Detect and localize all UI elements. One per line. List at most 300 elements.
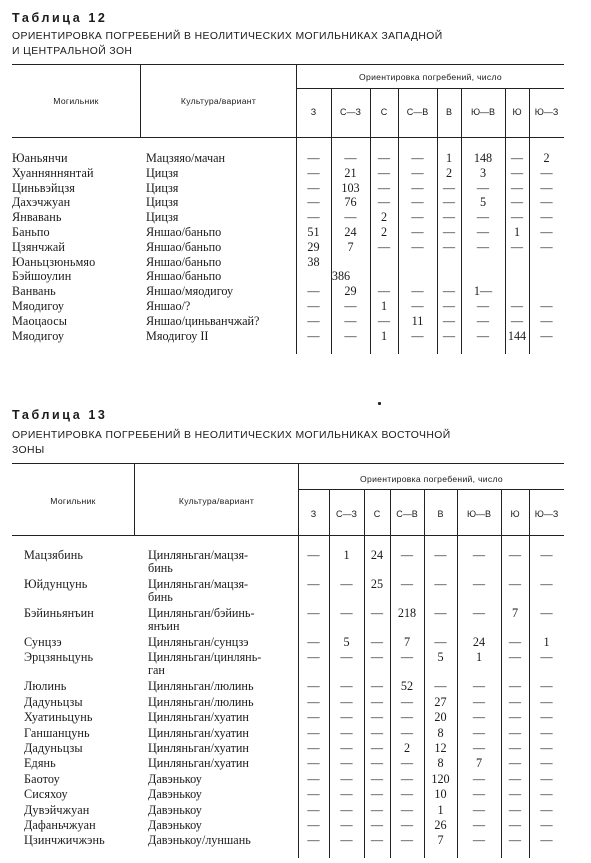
orientation-count: 2 — [445, 165, 453, 180]
site-name: Мяодигоу — [12, 299, 65, 313]
culture-name: Давэнькоу — [148, 818, 202, 832]
orientation-count: 38 — [307, 254, 320, 269]
empty-value-dash: — — [340, 606, 353, 620]
empty-value-dash: — — [508, 833, 522, 848]
empty-value-dash: — — [472, 710, 486, 725]
culture-name: Давэнькоу/луншань — [148, 833, 251, 848]
empty-value-dash: — — [411, 195, 424, 210]
empty-value-dash: — — [508, 787, 522, 802]
site-name: Ванвань — [12, 284, 56, 299]
orientation-count: 1 — [543, 635, 550, 649]
site-name: Дадуньцзы — [24, 741, 83, 755]
header-orientation: Ориентировка погребений, число — [359, 72, 502, 82]
orientation-count: 7 — [475, 756, 483, 771]
direction-header: Ю — [512, 107, 522, 117]
empty-value-dash: — — [508, 548, 522, 562]
header-subrule — [296, 88, 564, 89]
empty-value-dash: — — [340, 650, 353, 665]
orientation-count-spanning: 386 — [331, 269, 351, 284]
empty-value-dash: — — [510, 210, 524, 225]
empty-value-dash: — — [377, 151, 391, 165]
empty-value-dash: — — [307, 151, 320, 165]
empty-value-dash: — — [307, 741, 320, 755]
empty-value-dash: — — [370, 650, 384, 665]
empty-value-dash: — — [472, 577, 486, 591]
orientation-count: 25 — [370, 577, 384, 591]
site-name: Эрцзяньцунь — [24, 650, 94, 665]
header-bottom-rule — [12, 535, 564, 536]
empty-value-dash: — — [340, 833, 353, 848]
empty-value-dash: — — [340, 756, 353, 771]
empty-value-dash: — — [377, 239, 391, 254]
direction-header: С—В — [406, 107, 429, 117]
empty-value-dash: — — [540, 328, 553, 343]
empty-value-dash: — — [377, 313, 391, 328]
orientation-count: 7 — [347, 239, 354, 254]
empty-value-dash: — — [540, 299, 553, 313]
site-name: Сунцзэ — [24, 635, 62, 649]
empty-value-dash: — — [540, 239, 553, 254]
empty-value-dash: — — [307, 833, 320, 848]
culture-name: Давэнькоу — [148, 802, 202, 817]
site-name: Маоцаосы — [12, 313, 68, 328]
empty-value-dash: — — [472, 606, 486, 620]
empty-value-dash: — — [344, 313, 357, 328]
culture-name: Мяодигоу II — [146, 328, 209, 343]
empty-value-dash: — — [540, 548, 553, 562]
orientation-count: 3 — [479, 165, 487, 180]
empty-value-dash: — — [400, 771, 414, 786]
empty-value-dash: — — [411, 299, 424, 313]
header-culture: Культура/вариант — [178, 496, 255, 506]
orientation-count: 52 — [400, 679, 414, 694]
site-name: Хуанняннянтай — [12, 165, 94, 180]
header-subrule — [298, 489, 564, 490]
orientation-count: 29 — [307, 239, 320, 254]
orientation-count: 76 — [344, 195, 357, 210]
empty-value-dash: — — [434, 635, 447, 649]
culture-name: Цицзя — [146, 180, 179, 195]
print-speck — [378, 402, 381, 405]
empty-value-dash: — — [472, 787, 486, 802]
header-bottom-rule — [12, 137, 564, 138]
site-name: Сисяхоу — [24, 787, 68, 802]
site-name: Ганшанцунь — [24, 725, 90, 740]
orientation-count: 218 — [397, 606, 417, 620]
empty-value-dash: — — [411, 165, 424, 180]
empty-value-dash: — — [344, 210, 357, 225]
empty-value-dash: — — [540, 577, 553, 591]
culture-name: Давэнькоу — [148, 771, 202, 786]
culture-name-continued: бинь — [148, 590, 173, 604]
empty-value-dash: — — [442, 299, 456, 313]
culture-name: Цинляньган/люлинь — [148, 694, 254, 709]
empty-value-dash: — — [434, 606, 447, 620]
orientation-count: 120 — [431, 771, 450, 786]
empty-value-dash: — — [540, 606, 553, 620]
site-name: Дафаньчжуан — [24, 818, 96, 832]
empty-value-dash: — — [472, 679, 486, 694]
empty-value-dash: — — [476, 225, 490, 239]
culture-name: Цицзя — [146, 165, 179, 180]
culture-name: Цицзя — [146, 210, 179, 225]
site-name: Баотоу — [24, 771, 60, 786]
empty-value-dash: — — [442, 328, 456, 343]
direction-header: С — [373, 509, 381, 519]
empty-value-dash: — — [307, 818, 320, 832]
table-caption: Таблица 12 — [12, 11, 108, 25]
culture-name: Яншао/баньпо — [146, 254, 222, 269]
empty-value-dash: — — [508, 818, 522, 832]
empty-value-dash: — — [307, 210, 320, 225]
culture-name: Яншао/баньпо — [146, 269, 222, 284]
empty-value-dash: — — [370, 606, 384, 620]
orientation-count: 8 — [437, 756, 444, 771]
empty-value-dash: — — [400, 694, 414, 709]
orientation-count: 11 — [411, 313, 424, 328]
site-name: Баньпо — [12, 225, 50, 239]
empty-value-dash: — — [510, 180, 524, 195]
empty-value-dash: — — [370, 818, 384, 832]
culture-name-continued: янъин — [148, 619, 180, 633]
orientation-count: 2 — [380, 210, 388, 225]
empty-value-dash: — — [400, 725, 414, 740]
empty-value-dash: — — [540, 313, 553, 328]
empty-value-dash: — — [540, 694, 553, 709]
empty-value-dash: — — [442, 210, 456, 225]
empty-value-dash: — — [472, 802, 486, 817]
empty-value-dash: — — [307, 679, 320, 694]
orientation-count: 1 — [380, 328, 388, 343]
empty-value-dash: — — [370, 771, 384, 786]
site-name: Мяодигоу — [12, 328, 65, 343]
site-name: Юйдунцунь — [24, 577, 88, 591]
empty-value-dash: — — [400, 818, 414, 832]
empty-value-dash: — — [370, 802, 384, 817]
site-name: Дахэчжуан — [12, 195, 71, 210]
empty-value-dash: — — [307, 328, 320, 343]
empty-value-dash: — — [400, 548, 414, 562]
empty-value-dash: — — [510, 195, 524, 210]
orientation-count: 1 — [513, 225, 521, 239]
culture-name: Цинляньган/мацзя- — [148, 548, 249, 562]
culture-name: Мацзяяо/мачан — [146, 151, 226, 165]
empty-value-dash: — — [442, 239, 456, 254]
empty-value-dash: — — [400, 577, 414, 591]
culture-name: Яншао/циньванчжай? — [146, 313, 260, 328]
site-name: Дувэйчжуан — [24, 802, 90, 817]
empty-value-dash: — — [472, 833, 486, 848]
orientation-count: 1— — [473, 284, 493, 299]
culture-name: Яншао/баньпо — [146, 239, 222, 254]
empty-value-dash: — — [344, 151, 357, 165]
table-title-line-2: ЗОНЫ — [12, 445, 45, 456]
empty-value-dash: — — [370, 710, 384, 725]
direction-header: В — [437, 509, 444, 519]
culture-name: Давэнькоу — [148, 787, 202, 802]
table-caption: Таблица 13 — [12, 408, 108, 422]
orientation-count: 21 — [344, 165, 357, 180]
empty-value-dash: — — [540, 818, 553, 832]
orientation-count: 20 — [434, 710, 447, 725]
empty-value-dash: — — [472, 741, 486, 755]
empty-value-dash: — — [510, 165, 524, 180]
orientation-count: 1 — [343, 548, 350, 562]
empty-value-dash: — — [510, 151, 524, 165]
empty-value-dash: — — [307, 195, 320, 210]
empty-value-dash: — — [442, 313, 456, 328]
orientation-count: 26 — [434, 818, 447, 832]
orientation-count: 51 — [307, 225, 320, 239]
empty-value-dash: — — [540, 225, 553, 239]
empty-value-dash: — — [508, 725, 522, 740]
empty-value-dash: — — [411, 180, 424, 195]
empty-value-dash: — — [540, 741, 553, 755]
empty-value-dash: — — [508, 756, 522, 771]
empty-value-dash: — — [434, 577, 447, 591]
empty-value-dash: — — [370, 741, 384, 755]
empty-value-dash: — — [340, 787, 353, 802]
direction-header: Ю—З — [534, 509, 559, 519]
empty-value-dash: — — [340, 818, 353, 832]
empty-value-dash: — — [370, 694, 384, 709]
empty-value-dash: — — [400, 787, 414, 802]
empty-value-dash: — — [411, 210, 424, 225]
empty-value-dash: — — [411, 239, 424, 254]
empty-value-dash: — — [377, 195, 391, 210]
table-title-line-1: ОРИЕНТИРОВКА ПОГРЕБЕНИЙ В НЕОЛИТИЧЕСКИХ МОГИЛЬНИКАХ ЗАПАДНОЙ — [12, 31, 443, 42]
empty-value-dash: — — [508, 802, 522, 817]
empty-value-dash: — — [411, 284, 424, 299]
site-name: Люлинь — [24, 679, 67, 694]
empty-value-dash: — — [377, 284, 391, 299]
direction-header: С — [380, 107, 388, 117]
empty-value-dash: — — [370, 635, 384, 649]
empty-value-dash: — — [340, 771, 353, 786]
orientation-count: 7 — [437, 833, 444, 848]
empty-value-dash: — — [540, 710, 553, 725]
empty-value-dash: — — [307, 577, 320, 591]
empty-value-dash: — — [377, 180, 391, 195]
empty-value-dash: — — [370, 833, 384, 848]
empty-value-dash: — — [540, 771, 553, 786]
site-name: Бэйиньянъин — [24, 606, 94, 620]
empty-value-dash: — — [476, 210, 490, 225]
empty-value-dash: — — [400, 802, 414, 817]
header-site: Могильник — [53, 96, 99, 106]
empty-value-dash: — — [508, 771, 522, 786]
empty-value-dash: — — [540, 787, 553, 802]
empty-value-dash: — — [434, 679, 447, 694]
empty-value-dash: — — [540, 210, 553, 225]
empty-value-dash: — — [472, 694, 486, 709]
site-name: Едянь — [24, 756, 56, 771]
empty-value-dash: — — [442, 180, 456, 195]
empty-value-dash: — — [307, 650, 320, 665]
site-name: Цзинчжичжэнь — [24, 833, 105, 848]
empty-value-dash: — — [540, 725, 553, 740]
empty-value-dash: — — [540, 650, 553, 665]
empty-value-dash: — — [400, 650, 414, 665]
empty-value-dash: — — [307, 756, 320, 771]
direction-header: С—З — [336, 509, 357, 519]
site-name: Юаньянчи — [12, 151, 68, 165]
empty-value-dash: — — [340, 741, 353, 755]
orientation-count: 1 — [445, 151, 453, 165]
empty-value-dash: — — [307, 710, 320, 725]
empty-value-dash: — — [442, 225, 456, 239]
table-top-rule — [12, 64, 564, 65]
direction-header: Ю—В — [470, 107, 496, 117]
orientation-count: 7 — [511, 606, 519, 620]
orientation-count: 148 — [473, 151, 493, 165]
culture-name: Цинляньган/хуатин — [148, 756, 249, 771]
site-name: Янвавань — [12, 210, 62, 225]
direction-header: В — [445, 107, 452, 117]
empty-value-dash: — — [508, 741, 522, 755]
empty-value-dash: — — [540, 802, 553, 817]
orientation-count: 5 — [437, 650, 444, 665]
direction-header: С—З — [340, 107, 361, 117]
culture-name: Цинляньган/люлинь — [148, 679, 254, 694]
orientation-count: 1 — [475, 650, 483, 665]
empty-value-dash: — — [508, 694, 522, 709]
culture-name: Цинляньган/бэйинь- — [148, 606, 255, 620]
empty-value-dash: — — [340, 679, 353, 694]
empty-value-dash: — — [508, 679, 522, 694]
orientation-count: 7 — [403, 635, 411, 649]
empty-value-dash: — — [508, 650, 522, 665]
empty-value-dash: — — [377, 165, 391, 180]
empty-value-dash: — — [307, 802, 320, 817]
empty-value-dash: — — [442, 195, 456, 210]
empty-value-dash: — — [508, 635, 522, 649]
empty-value-dash: — — [476, 299, 490, 313]
direction-header: С—В — [396, 509, 418, 519]
empty-value-dash: — — [307, 771, 320, 786]
empty-value-dash: — — [344, 299, 357, 313]
empty-value-dash: — — [476, 313, 490, 328]
site-name: Мацзябинь — [24, 548, 84, 562]
culture-name: Яншао/? — [146, 299, 191, 313]
empty-value-dash: — — [411, 151, 424, 165]
orientation-count: 12 — [434, 741, 447, 755]
orientation-count: 24 — [472, 635, 486, 649]
orientation-count: 2 — [543, 151, 550, 165]
empty-value-dash: — — [540, 756, 553, 771]
culture-name-continued: ган — [148, 663, 165, 678]
empty-value-dash: — — [400, 756, 414, 771]
empty-value-dash: — — [307, 606, 320, 620]
site-name: Юаньцзюньмяо — [12, 254, 96, 269]
empty-value-dash: — — [340, 802, 353, 817]
culture-name: Цинляньган/хуатин — [148, 741, 249, 755]
empty-value-dash: — — [472, 771, 486, 786]
site-name: Хуатиньцунь — [24, 710, 93, 725]
empty-value-dash: — — [510, 299, 524, 313]
empty-value-dash: — — [400, 833, 414, 848]
empty-value-dash: — — [307, 299, 320, 313]
culture-name: Цинляньган/мацзя- — [148, 577, 249, 591]
site-name: Циньвэйцзя — [12, 180, 76, 195]
direction-header: Ю—В — [466, 509, 492, 519]
culture-name: Яншао/мяодигоу — [146, 284, 234, 299]
empty-value-dash: — — [442, 284, 456, 299]
empty-value-dash: — — [472, 548, 486, 562]
orientation-count: 2 — [403, 741, 411, 755]
empty-value-dash: — — [370, 756, 384, 771]
orientation-count: 2 — [380, 225, 388, 239]
site-name: Цзянчжай — [12, 239, 66, 254]
empty-value-dash: — — [411, 225, 424, 239]
empty-value-dash: — — [472, 725, 486, 740]
empty-value-dash: — — [476, 239, 490, 254]
orientation-count: 1 — [437, 802, 444, 817]
empty-value-dash: — — [510, 239, 524, 254]
orientation-count: 1 — [380, 299, 388, 313]
empty-value-dash: — — [370, 679, 384, 694]
empty-value-dash: — — [340, 694, 353, 709]
empty-value-dash: — — [307, 725, 320, 740]
empty-value-dash: — — [307, 165, 320, 180]
empty-value-dash: — — [307, 180, 320, 195]
orientation-count: 103 — [341, 180, 360, 195]
culture-name: Яншао/баньпо — [146, 225, 222, 239]
direction-header: З — [310, 107, 317, 117]
empty-value-dash: — — [340, 710, 353, 725]
empty-value-dash: — — [307, 284, 320, 299]
culture-name: Цинляньган/хуатин — [148, 725, 249, 740]
empty-value-dash: — — [370, 725, 384, 740]
direction-header: Ю — [510, 509, 520, 519]
empty-value-dash: — — [307, 787, 320, 802]
orientation-count: 5 — [343, 635, 350, 649]
orientation-count: 144 — [507, 328, 527, 343]
orientation-count: 29 — [344, 284, 357, 299]
empty-value-dash: — — [370, 787, 384, 802]
header-orientation: Ориентировка погребений, число — [360, 474, 503, 484]
table-top-rule — [12, 463, 564, 464]
empty-value-dash: — — [307, 313, 320, 328]
empty-value-dash: — — [540, 165, 553, 180]
empty-value-dash: — — [540, 180, 553, 195]
direction-header: З — [310, 509, 317, 519]
empty-value-dash: — — [476, 328, 490, 343]
culture-name: Цинляньган/сунцзэ — [148, 635, 249, 649]
empty-value-dash: — — [400, 710, 414, 725]
orientation-count: 10 — [434, 787, 447, 802]
empty-value-dash: — — [307, 694, 320, 709]
orientation-count: 8 — [437, 725, 444, 740]
direction-header: Ю—З — [534, 107, 559, 117]
empty-value-dash: — — [510, 313, 524, 328]
empty-value-dash: — — [411, 328, 424, 343]
empty-value-dash: — — [307, 635, 320, 649]
empty-value-dash: — — [472, 818, 486, 832]
empty-value-dash: — — [340, 725, 353, 740]
orientation-count: 5 — [479, 195, 487, 210]
orientation-count: 27 — [434, 694, 447, 709]
header-culture: Культура/вариант — [180, 96, 257, 106]
orientation-count: 24 — [344, 225, 357, 239]
empty-value-dash: — — [508, 577, 522, 591]
culture-name: Цинляньган/цинлянь- — [148, 650, 262, 665]
culture-name: Цицзя — [146, 195, 179, 210]
empty-value-dash: — — [540, 833, 553, 848]
empty-value-dash: — — [476, 180, 490, 195]
table-title-line-2: И ЦЕНТРАЛЬНОЙ ЗОН — [12, 46, 133, 57]
empty-value-dash: — — [307, 548, 320, 562]
